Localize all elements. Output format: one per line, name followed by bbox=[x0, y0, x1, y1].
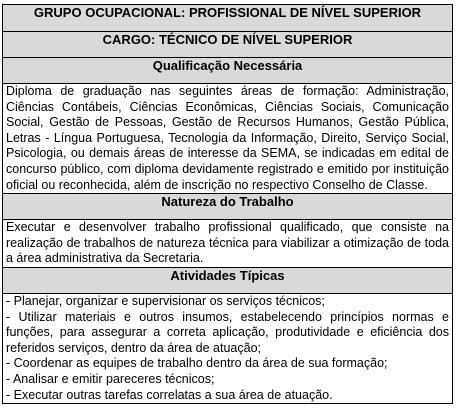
natureza-text: Executar e desenvolver trabalho profissional qualificado, que consiste na realização de trabalhos de natureza técnica para viabilizar a otimização de toda a área administrativa da Secretaria. bbox=[3, 220, 453, 268]
cargo-header: CARGO: TÉCNICO DE NÍVEL SUPERIOR bbox=[3, 32, 453, 58]
atividades-list bbox=[3, 293, 453, 403]
atividade-item: - Utilizar materiais e outros insumos, estabelecendo princípios normas e funções, para assegurar a correta aplicação, produtividade e eficiência dos referidos serviços, dentro da área de atuação; bbox=[6, 309, 449, 355]
atividade-item: - Analisar e emitir pareceres técnicos; bbox=[6, 371, 215, 386]
atividade-item: - Executar outras tarefas correlatas a sua área de atuação. bbox=[6, 387, 333, 402]
natureza-title: Natureza do Trabalho bbox=[3, 194, 453, 220]
grupo-ocupacional-header: GRUPO OCUPACIONAL: PROFISSIONAL DE NÍVEL SUPERIOR bbox=[3, 5, 453, 32]
job-spec-table bbox=[2, 4, 453, 404]
atividade-item: - Coordenar as equipes de trabalho dentro da área de sua formação; bbox=[6, 356, 388, 371]
atividades-title: Atividades Típicas bbox=[3, 267, 453, 293]
qualificacao-text: Diploma de graduação nas seguintes áreas de formação: Administração, Ciências Contábeis, Ciências Econômicas, Ciências Sociais, Comunicação Social, Gestão de Pessoas, Gestão de Recursos Humanos, Gestão Pública, Letras - Língua Portuguesa, Tecnologia da Informação, Direito, Serviço Social, Psicologia, ou demais áreas de interesse da SEMA, se indicadas em edital de concurso público, com diploma devidamente registrado e emitido por instituição oficial ou reconhecida, além de inscrição no respectivo Conselho de Classe. bbox=[3, 84, 453, 194]
qualificacao-title: Qualificação Necessária bbox=[3, 58, 453, 84]
atividade-item: - Planejar, organizar e supervisionar os serviços técnicos; bbox=[6, 293, 325, 308]
